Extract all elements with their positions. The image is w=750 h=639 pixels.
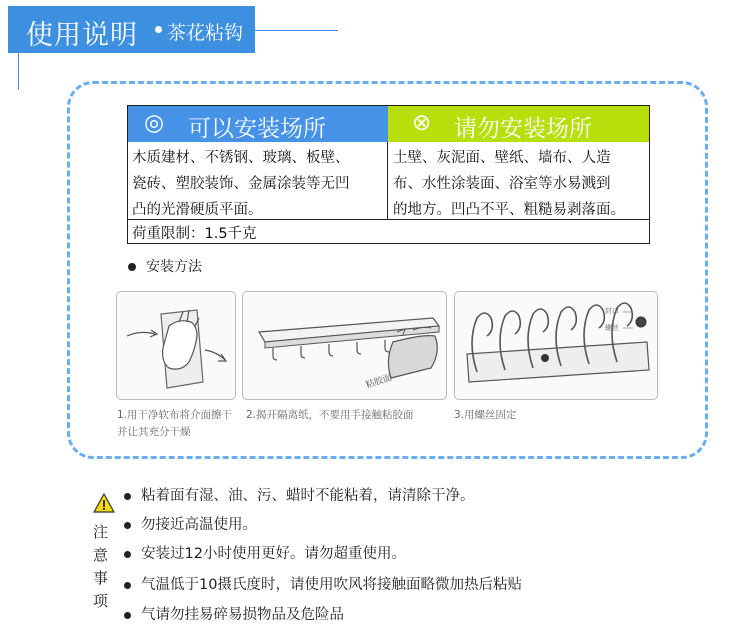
bullet-icon [124,522,131,529]
bullet-icon [124,551,131,558]
bullet-icon [124,582,131,589]
hook-strip-peel-icon [243,292,446,399]
cannot-install-title: 请勿安装场所 [454,116,592,142]
note-item: 勿接近高温使用。 [124,513,257,534]
bullet-icon [124,493,131,500]
screw-label: 螺丝 [605,324,619,332]
section-header [8,6,255,53]
step-3-illustration [454,291,658,400]
step-1-caption: 1.用干净软布将介面擦干 [117,409,233,421]
warning-icon [93,493,115,513]
step-2-illustration [242,291,447,400]
note-item: 气温低于10摄氏度时，请使用吹风将接触面略微加热后粘贴 [124,573,522,594]
seal-label: 封口 [605,307,619,315]
cannot-install-text: 布、水性涂装面、浴室等水易溅到 [393,176,611,192]
step-1-caption: 并让其充分干燥 [117,426,191,438]
title-bullet [155,26,162,33]
circle-cross-icon: ⊗ [412,110,432,136]
can-install-text: 木质建材、不锈钢、玻璃、板壁、 [132,150,350,166]
step-3-caption: 3.用螺丝固定 [454,409,517,421]
can-install-header [128,106,388,142]
page-subtitle: 茶花粘钩 [167,22,244,44]
install-method-heading [128,256,202,276]
note-item: 安装过12小时使用更好。请勿超重使用。 [124,542,406,563]
circle-check-icon: ◎ [144,110,165,136]
page-title: 使用说明 [26,20,138,51]
can-install-text: 凸的光滑硬质平面。 [132,202,263,218]
step-1-illustration [116,291,236,400]
notes-label: 注意事项 [93,523,109,610]
cannot-install-header [388,106,649,142]
step-2-caption: 2.揭开隔离纸，不要用手接触粘胶面 [246,409,414,421]
note-item: 粘着面有湿、油、污、蜡时不能粘着，请清除干净。 [124,484,475,505]
installation-table [127,105,650,244]
bullet-icon [128,263,136,271]
header-underline [255,30,338,31]
load-limit: 荷重限制：1.5千克 [132,226,257,242]
hand-wiping-icon [117,292,235,399]
row-divider [128,219,649,220]
install-method-title: 安装方法 [146,259,202,275]
adhesive-label: 粘胶面 [364,372,394,391]
can-install-text: 瓷砖、塑胶装饰、金属涂装等无凹 [132,176,350,192]
cannot-install-text: 的地方。凹凸不平、粗糙易剥落面。 [393,202,625,218]
column-divider [387,142,388,220]
bullet-icon [124,612,131,619]
hooks-with-screws-icon [455,292,657,399]
header-vertical-line [18,53,19,90]
can-install-title: 可以安装场所 [188,116,326,142]
note-item: 气请勿挂易碎易损物品及危险品 [124,603,344,624]
cannot-install-text: 土壁、灰泥面、壁纸、墙布、人造 [393,150,611,166]
